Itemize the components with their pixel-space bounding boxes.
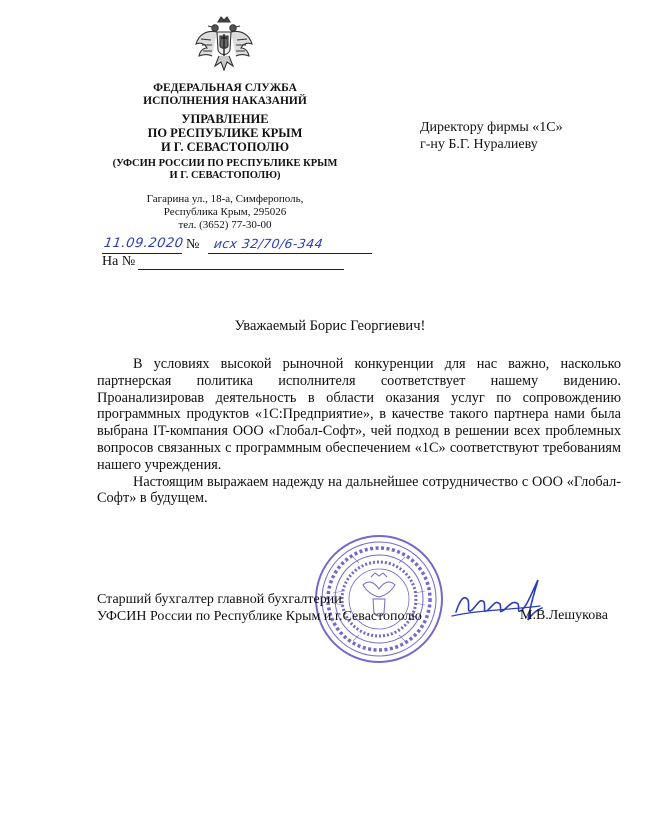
registration-line — [102, 236, 372, 258]
recipient-line-2: г-ну Б.Г. Нуралиеву — [420, 137, 538, 152]
department-line-3: И Г. СЕВАСТОПОЛЮ — [160, 140, 290, 154]
abbreviation-line-2: И Г. СЕВАСТОПОЛЮ) — [169, 170, 281, 181]
abbreviation-line-1: (УФСИН РОССИИ ПО РЕСПУБЛИКЕ КРЫМ — [112, 158, 338, 169]
signatory-title-line-1: Старший бухгалтер главной бухгалтерии — [97, 592, 342, 607]
letter-body — [97, 356, 621, 507]
service-name — [90, 82, 360, 108]
number-underline — [208, 253, 372, 254]
service-line-1: ФЕДЕРАЛЬНАЯ СЛУЖБА — [153, 82, 297, 94]
recipient-block — [420, 119, 563, 153]
department-abbreviation — [90, 158, 360, 182]
address-block — [90, 193, 360, 232]
address-line-2: Республика Крым, 295026 — [163, 206, 287, 218]
number-label: № — [186, 237, 200, 252]
department-line-1: УПРАВЛЕНИЕ — [181, 112, 269, 126]
address-line-1: Гагарина ул., 18-а, Симферополь, — [146, 193, 304, 205]
reply-to-label: На № — [102, 254, 136, 269]
recipient-line-1: Директору фирмы «1С» — [420, 120, 563, 135]
signatory-title-line-2: УФСИН России по Республике Крым и г.Севастополю — [97, 609, 422, 624]
service-line-2: ИСПОЛНЕНИЯ НАКАЗАНИЙ — [143, 95, 307, 107]
department-line-2: ПО РЕСПУБЛИКЕ КРЫМ — [147, 126, 303, 140]
body-paragraph-1: В условиях высокой рыночной конкуренции для нас важно, насколько партнерская политика исполнителя соответствует нашему видению. Проанализировав деятельность в области оказания услуг по сопровождению программных продуктов «1С:Предприятие», в качестве такого партнера нами была выбрана IT-компания ООО «Глобал-Софт», чей подход в решении всех проблемных вопросов связанных с программным обеспечением «1С» соответствуют требованиям нашего учреждения. — [97, 356, 621, 473]
registration-number: исх 32/70/6-344 — [212, 236, 324, 251]
registration-date: 11.09.2020 — [102, 236, 185, 251]
phone-line: тел. (3652) 77-30-00 — [178, 219, 272, 231]
reply-to-underline — [138, 269, 344, 270]
signatory-name: М.В.Лешукова — [520, 608, 608, 623]
salutation: Уважаемый Борис Георгиевич! — [234, 318, 426, 334]
signatory-title — [97, 591, 422, 625]
body-paragraph-2: Настоящим выражаем надежду на дальнейшее сотрудничество с ООО «Глобал-Софт» в будущем. — [97, 473, 621, 507]
eagle-emblem-icon — [193, 14, 255, 76]
department-name — [90, 112, 360, 154]
